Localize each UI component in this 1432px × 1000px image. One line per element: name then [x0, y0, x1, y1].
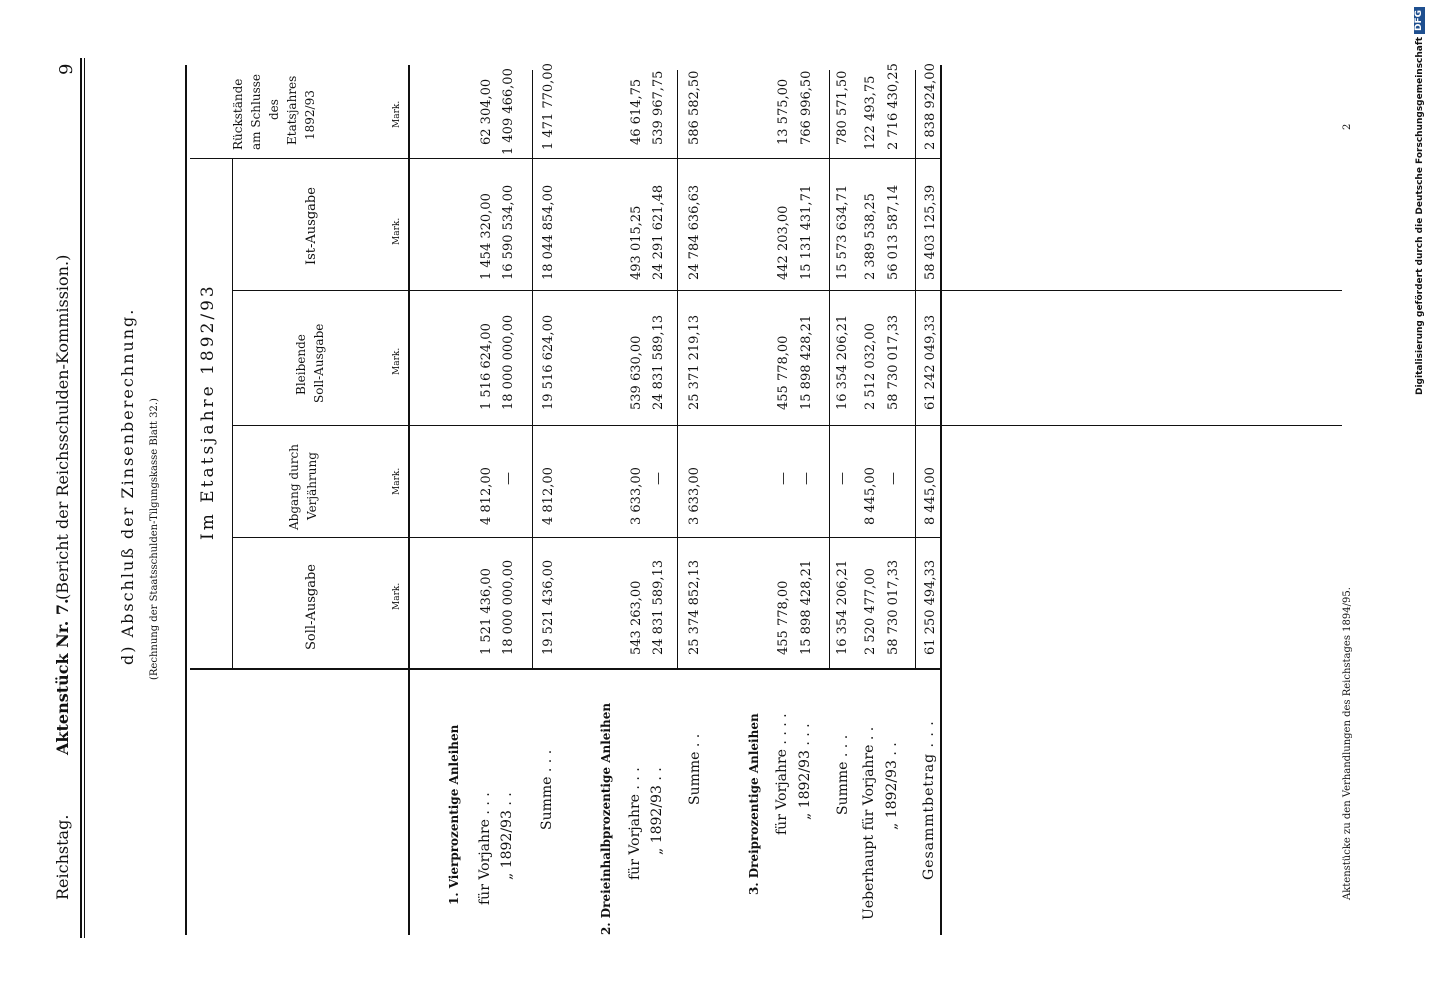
cell: 19 521 436,00	[541, 559, 556, 655]
footer-left: Aktenstücke zu den Verhandlungen des Reichstages 1894/95.	[1342, 587, 1353, 900]
cell: 15 131 431,71	[799, 184, 814, 280]
dfg-logo: DFG	[1414, 7, 1425, 34]
subgroup-rule	[232, 158, 233, 668]
cell: 780 571,50	[835, 70, 850, 145]
cell: 62 304,00	[479, 78, 494, 145]
col-sep-1	[232, 537, 940, 538]
col-sep-4	[190, 158, 940, 159]
cell: —	[799, 472, 814, 485]
row-label: „ 1892/93 . . .	[797, 723, 813, 820]
cell: 1 471 770,00	[541, 63, 556, 150]
col-header-abgang-1: Abgang durch	[287, 443, 301, 530]
cell: 2 512 032,00	[863, 323, 878, 410]
row-label: Summe . . .	[835, 734, 851, 815]
section-title: d) Abschluß der Zinsenberechnung.	[118, 307, 137, 665]
cell: 2 838 924,00	[923, 63, 938, 150]
header-left: Reichstag.	[53, 814, 72, 900]
group-header: Im Etatsjahre 1892/93	[198, 283, 218, 540]
cell: 15 898 428,21	[799, 314, 814, 410]
col-unit-abgang: Mark.	[392, 467, 402, 495]
cell: 2 389 538,25	[863, 193, 878, 280]
cell: 58 403 125,39	[923, 184, 938, 280]
cell: —	[501, 472, 516, 485]
section-title-2: 2. Dreieinhalbprozentige Anleihen	[599, 702, 613, 935]
cell: 19 516 624,00	[541, 314, 556, 410]
cell: 4 812,00	[541, 467, 556, 525]
cell: 61 242 049,33	[923, 314, 938, 410]
cell: 13 575,00	[776, 78, 791, 145]
dfg-credit: Digitalisierung gefördert durch die Deutsche Forschungsgemeinschaft	[1415, 36, 1425, 395]
cell: 122 493,75	[863, 75, 878, 150]
cell: 16 354 206,21	[835, 559, 850, 655]
sum-rule-4	[915, 70, 916, 668]
cell: 46 614,75	[629, 78, 644, 145]
cell: 15 898 428,21	[799, 559, 814, 655]
cell: 25 371 219,13	[687, 314, 702, 410]
cell: 543 263,00	[629, 580, 644, 655]
cell: 16 590 534,00	[501, 184, 516, 280]
cell: 15 573 634,71	[835, 184, 850, 280]
cell: 4 812,00	[479, 467, 494, 525]
cell: 3 633,00	[629, 467, 644, 525]
header-bericht: (Bericht der Reichsschulden-Kommission.)	[53, 254, 72, 600]
cell: 493 015,25	[629, 205, 644, 280]
cell: 2 520 477,00	[863, 568, 878, 655]
cell: —	[886, 472, 901, 485]
footer-mark: 2	[1342, 123, 1353, 130]
col-header-ist: Ist-Ausgabe	[304, 187, 319, 265]
cell: 455 778,00	[776, 335, 791, 410]
col-unit-soll: Mark.	[392, 582, 402, 610]
page-number: 9	[56, 63, 77, 75]
row-label: für Vorjahre . . .	[477, 792, 493, 905]
row-label: Ueberhaupt für Vorjahre . .	[861, 726, 877, 920]
col-header-bleibende-2: Soll-Ausgabe	[312, 323, 326, 403]
cell: 24 831 589,13	[651, 559, 666, 655]
cell: 18 000 000,00	[501, 559, 516, 655]
row-label: „ 1892/93 . .	[499, 792, 515, 880]
cell: 2 716 430,25	[886, 63, 901, 150]
section-title-1: 1. Vierprozentige Anleihen	[447, 724, 461, 905]
cell: —	[651, 472, 666, 485]
cell: 539 967,75	[651, 70, 666, 145]
sum-rule-3	[829, 70, 830, 668]
header-body-rule	[408, 65, 410, 935]
sum-rule-1	[532, 70, 533, 668]
col-header-rueck-3: des	[267, 99, 281, 120]
cell: 8 445,00	[863, 467, 878, 525]
cell: 442 203,00	[776, 205, 791, 280]
row-label: Summe . . .	[539, 749, 555, 830]
col-header-rueck-5: 1892/93	[303, 90, 317, 140]
cell: —	[835, 472, 850, 485]
cell: 24 291 621,48	[651, 184, 666, 280]
cell: —	[776, 472, 791, 485]
section-title-3: 3. Dreiprozentige Anleihen	[747, 713, 761, 895]
header-rule	[80, 58, 82, 938]
col-header-soll: Soll-Ausgabe	[304, 564, 319, 650]
col-header-rueck-2: am Schlusse	[249, 73, 263, 150]
row-label: „ 1892/93 . .	[649, 767, 665, 855]
cell: 1 521 436,00	[479, 568, 494, 655]
col-header-rueck-1: Rückstände	[231, 78, 245, 150]
sum-rule-2	[677, 70, 678, 668]
cell: 58 730 017,33	[886, 559, 901, 655]
cell: 16 354 206,21	[835, 314, 850, 410]
col-header-bleibende-1: Bleibende	[294, 334, 308, 395]
col-sep-2	[232, 425, 1342, 426]
col-header-abgang-2: Verjährung	[305, 452, 319, 520]
row-label: Gesammtbetrag . . .	[921, 720, 937, 880]
row-label: Summe . .	[687, 733, 703, 805]
cell: 25 374 852,13	[687, 559, 702, 655]
cell: 8 445,00	[923, 467, 938, 525]
cell: 1 454 320,00	[479, 193, 494, 280]
section-subtitle: (Rechnung der Staatsschulden-Tilgungskasse Blatt 32.)	[149, 398, 160, 680]
header-aktenstueck: Aktenstück Nr. 7.	[53, 598, 72, 755]
cell: 58 730 017,33	[886, 314, 901, 410]
cell: 24 831 589,13	[651, 314, 666, 410]
col-sep-label	[190, 668, 940, 670]
cell: 1 409 466,00	[501, 68, 516, 155]
cell: 56 013 587,14	[886, 184, 901, 280]
table-bottom-rule	[940, 65, 942, 935]
cell: 3 633,00	[687, 467, 702, 525]
cell: 586 582,50	[687, 70, 702, 145]
cell: 455 778,00	[776, 580, 791, 655]
col-unit-ist: Mark.	[392, 217, 402, 245]
cell: 766 996,50	[799, 70, 814, 145]
cell: 18 044 854,00	[541, 184, 556, 280]
col-sep-3	[232, 290, 1342, 291]
cell: 539 630,00	[629, 335, 644, 410]
cell: 61 250 494,33	[923, 559, 938, 655]
col-header-rueck-4: Etatsjahres	[285, 75, 299, 145]
cell: 1 516 624,00	[479, 323, 494, 410]
col-unit-rueck: Mark.	[392, 100, 402, 128]
col-unit-bleibende: Mark.	[392, 347, 402, 375]
row-label: „ 1892/93 . .	[884, 742, 900, 830]
cell: 18 000 000,00	[501, 314, 516, 410]
row-label: für Vorjahre . . .	[627, 767, 643, 880]
header-rule-2	[84, 58, 85, 938]
table-top-rule	[185, 65, 187, 935]
row-label: für Vorjahre . . . .	[774, 713, 790, 835]
cell: 24 784 636,63	[687, 184, 702, 280]
